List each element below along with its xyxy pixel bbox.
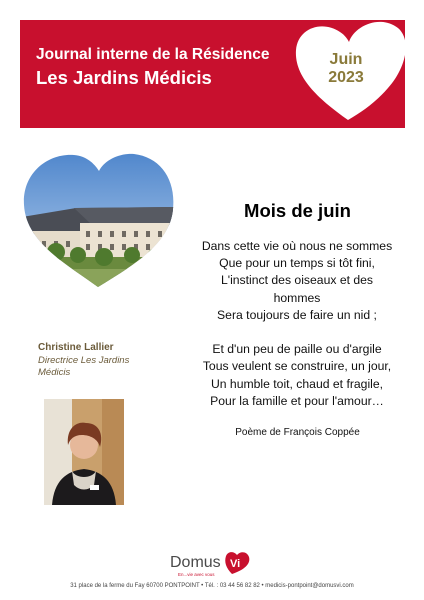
issue-month: Juin <box>329 51 363 68</box>
poem-line: Que pour un temps si tôt fini, <box>219 256 375 271</box>
poem-line: hommes <box>273 290 321 305</box>
issue-date <box>300 51 392 87</box>
director-name: Christine Lallier <box>38 342 114 353</box>
poem-line: Dans cette vie où nous ne sommes <box>201 239 393 253</box>
poem-line: Et d'un peu de paille ou d'argile <box>212 342 382 357</box>
poem-line: Tous veulent se construire, un jour, <box>202 359 392 374</box>
logo-text-main: Domus <box>170 554 221 571</box>
poem-line: L'instinct des oiseaux et des <box>220 273 374 288</box>
logo-text-vi: Vi <box>230 558 241 570</box>
issue-year: 2023 <box>328 69 364 86</box>
residence-name: Les Jardins Médicis <box>36 67 212 88</box>
poem-attribution: Poème de François Coppée <box>235 427 360 438</box>
poem-line: Sera toujours de faire un nid ; <box>217 307 377 322</box>
poem-title: Mois de juin <box>244 200 351 221</box>
footer-address: 31 place de la ferme du Fay 60700 PONTPOINT • Tél. : 03 44 56 82 82 • medicis-pontpoint@domusvi.com <box>70 583 354 589</box>
director-role: Directrice Les Jardins Médicis <box>38 355 130 378</box>
logo-tagline: En...vie avec vous <box>178 572 215 577</box>
director-portrait <box>44 399 124 505</box>
poem-line: Un humble toit, chaud et fragile, <box>210 376 384 391</box>
domusvi-logo <box>168 548 260 578</box>
journal-subtitle: Journal interne de la Résidence <box>36 46 270 63</box>
stanza-break <box>186 324 408 341</box>
residence-photo <box>22 151 175 289</box>
poem-body <box>186 238 408 410</box>
poem-line: Pour la famille et pour l'amour… <box>210 393 384 408</box>
